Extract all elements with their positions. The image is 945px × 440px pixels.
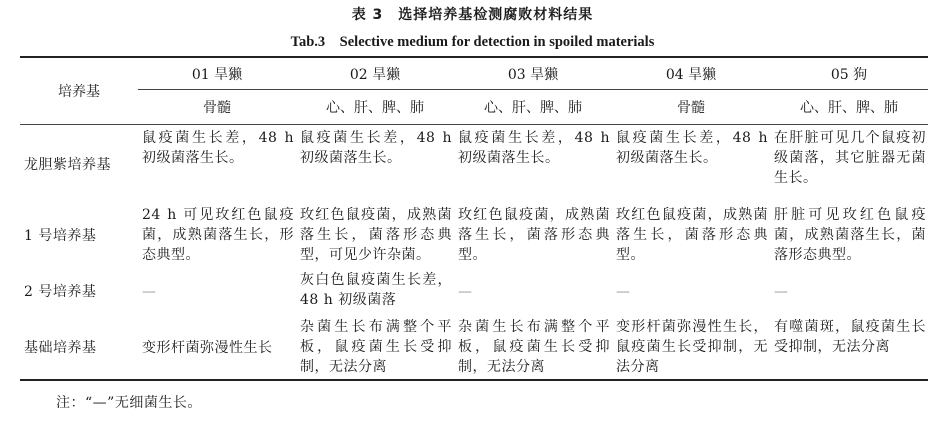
group-header: 05 狗	[770, 57, 928, 90]
group-header: 04 旱獭	[612, 57, 770, 90]
result-cell: 鼠疫菌生长差，48 h 初级菌落生长。	[616, 130, 768, 166]
result-cell: 鼠疫菌生长差，48 h 初级菌落生长。	[458, 130, 610, 166]
result-cell: 24 h 可见玫红色鼠疫菌，成熟菌落生长，形态典型。	[142, 207, 294, 263]
result-cell: 变形杆菌弥漫性生长，鼠疫菌生长受抑制，无法分离	[616, 319, 768, 375]
result-cell: 杂菌生长布满整个平板，鼠疫菌生长受抑制，无法分离	[458, 319, 610, 375]
empty-result-cell: —	[616, 284, 631, 300]
empty-result-cell: —	[142, 284, 157, 300]
result-cell: 杂菌生长布满整个平板，鼠疫菌生长受抑制，无法分离	[300, 319, 452, 375]
table-footnote: 注：“—”无细菌生长。	[56, 395, 202, 411]
empty-result-cell: —	[774, 284, 789, 300]
tissue-header: 心、肝、脾、肺	[454, 90, 612, 125]
result-cell: 玫红色鼠疫菌，成熟菌落生长，菌落形态典型。	[616, 207, 768, 263]
table-title-english: Tab.3 Selective medium for detection in spoiled materials	[290, 34, 655, 50]
tissue-header: 骨髓	[612, 90, 770, 125]
table-row	[20, 314, 928, 380]
result-cell: 玫红色鼠疫菌，成熟菌落生长，菌落形态典型。	[458, 207, 610, 263]
corner-header: 培养基	[20, 57, 138, 125]
row-label: 龙胆紫培养基	[24, 157, 111, 173]
result-cell: 玫红色鼠疫菌，成熟菌落生长，菌落形态典型，可见少许杂菌。	[300, 207, 452, 263]
table-row	[20, 202, 928, 267]
result-cell: 有噬菌斑，鼠疫菌生长受抑制，无法分离	[774, 319, 926, 355]
results-table	[20, 56, 928, 381]
result-cell: 肝脏可见玫红色鼠疫菌，成熟菌落生长，菌落形态典型。	[774, 207, 926, 263]
row-label: 1 号培养基	[24, 228, 97, 244]
empty-result-cell: —	[458, 284, 473, 300]
tissue-header: 骨髓	[138, 90, 296, 125]
group-header: 01 旱獭	[138, 57, 296, 90]
result-cell: 变形杆菌弥漫性生长	[142, 340, 273, 356]
result-cell: 鼠疫菌生长差，48 h 初级菌落生长。	[142, 130, 294, 166]
result-cell: 在肝脏可见几个鼠疫初级菌落，其它脏器无菌生长。	[774, 130, 926, 186]
tissue-header: 心、肝、脾、肺	[296, 90, 454, 125]
result-cell: 灰白色鼠疫菌生长差，48 h 初级菌落	[300, 272, 452, 308]
result-cell: 鼠疫菌生长差，48 h 初级菌落生长。	[300, 130, 452, 166]
group-header: 03 旱獭	[454, 57, 612, 90]
table-row	[20, 267, 928, 314]
table-row	[20, 125, 928, 203]
row-label: 2 号培养基	[24, 284, 97, 300]
tissue-header: 心、肝、脾、肺	[770, 90, 928, 125]
group-header: 02 旱獭	[296, 57, 454, 90]
row-label: 基础培养基	[24, 340, 97, 356]
table-title-chinese: 表 3 选择培养基检测腐败材料结果	[351, 7, 594, 23]
